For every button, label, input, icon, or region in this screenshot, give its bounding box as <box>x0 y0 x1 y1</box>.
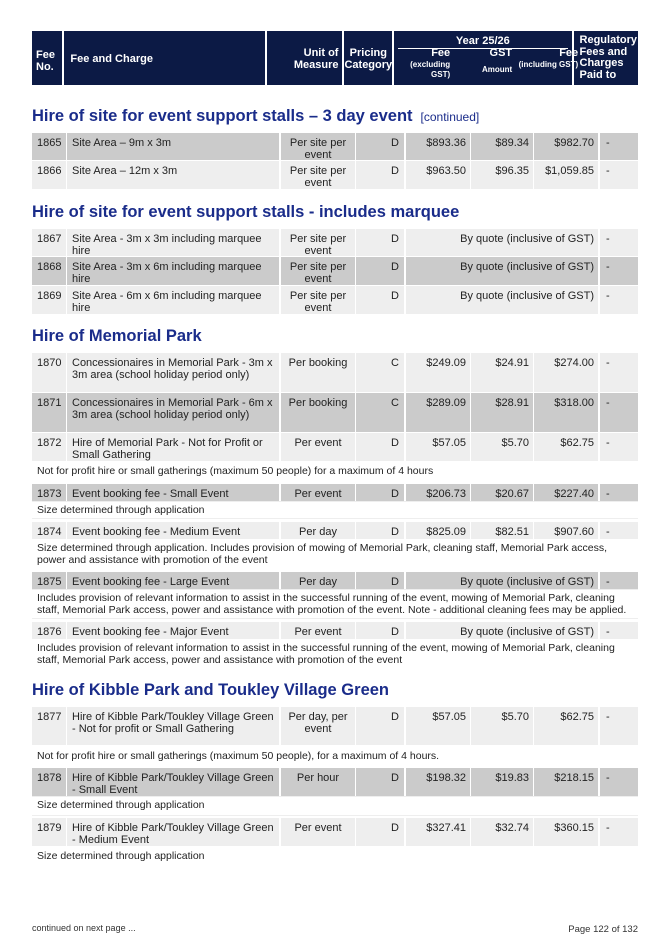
fee-excl-gst: $206.73 <box>406 484 470 501</box>
unit-of-measure: Per event <box>281 484 355 501</box>
header-year-group <box>394 31 579 85</box>
by-quote: By quote (inclusive of GST) <box>406 286 598 314</box>
table-row <box>32 484 638 501</box>
unit-of-measure: Per day, per event <box>281 707 355 745</box>
section-continued: [continued] <box>420 110 480 124</box>
unit-of-measure: Per site per event <box>281 229 355 256</box>
table-row <box>32 622 638 639</box>
table-row <box>32 229 638 256</box>
row-note: Size determined through application <box>37 850 205 862</box>
fee-excl-gst: $893.36 <box>406 133 470 160</box>
fee-excl-gst: $825.09 <box>406 522 470 539</box>
unit-of-measure: Per site per event <box>281 161 355 189</box>
pricing-category: D <box>356 257 404 285</box>
pricing-category: D <box>356 622 404 639</box>
fee-no: 1873 <box>32 484 66 501</box>
pricing-category: D <box>356 572 404 589</box>
regulatory: - <box>600 257 638 285</box>
fee-excl-gst: $289.09 <box>406 393 470 432</box>
fee-name: Site Area – 9m x 3m <box>67 133 279 160</box>
fee-name: Event booking fee - Medium Event <box>67 522 279 539</box>
by-quote: By quote (inclusive of GST) <box>406 572 598 589</box>
table-row <box>32 133 638 160</box>
header-fee-and-charge: Fee and Charge <box>64 31 264 85</box>
fee-no: 1876 <box>32 622 66 639</box>
table-row <box>32 818 638 846</box>
gst-amount: $82.51 <box>471 522 533 539</box>
fee-no: 1875 <box>32 572 66 589</box>
header-fee-ex-sub: (excluding GST) <box>410 60 451 79</box>
row-note: Size determined through application <box>32 501 638 519</box>
fee-incl-gst: $982.70 <box>534 133 598 160</box>
fee-excl-gst: $57.05 <box>406 433 470 461</box>
fee-name: Hire of Kibble Park/Toukley Village Green - Small Event <box>67 768 279 796</box>
fee-no: 1872 <box>32 433 66 461</box>
header-fee-inc: Fee <box>559 47 579 59</box>
fee-incl-gst: $274.00 <box>534 353 598 392</box>
fee-no: 1871 <box>32 393 66 432</box>
fee-incl-gst: $62.75 <box>534 707 598 745</box>
pricing-category: C <box>356 353 404 392</box>
pricing-category: D <box>356 433 404 461</box>
pricing-category: D <box>356 768 404 796</box>
regulatory: - <box>600 286 638 314</box>
fee-name: Site Area - 6m x 6m including marquee hire <box>67 286 279 314</box>
table-row <box>32 433 638 461</box>
unit-of-measure: Per site per event <box>281 133 355 160</box>
regulatory: - <box>600 768 638 796</box>
table-row <box>32 522 638 539</box>
header-year: Year 25/26 <box>455 35 510 47</box>
unit-of-measure: Per day <box>281 522 355 539</box>
unit-of-measure: Per hour <box>281 768 355 796</box>
pricing-category: D <box>356 707 404 745</box>
unit-of-measure: Per event <box>281 622 355 639</box>
table-row <box>32 768 638 796</box>
pricing-category: C <box>356 393 404 432</box>
regulatory: - <box>600 484 638 501</box>
by-quote: By quote (inclusive of GST) <box>406 229 598 256</box>
table-row <box>32 572 638 589</box>
unit-of-measure: Per site per event <box>281 257 355 285</box>
fee-no: 1879 <box>32 818 66 846</box>
table-row <box>32 393 638 432</box>
section-title-kibble-park: Hire of Kibble Park and Toukley Village Green <box>32 681 389 699</box>
fee-no: 1865 <box>32 133 66 160</box>
header-fee-inc-sub: (including GST) <box>518 60 579 69</box>
fee-incl-gst: $360.15 <box>534 818 598 846</box>
gst-amount: $19.83 <box>471 768 533 796</box>
gst-amount: $5.70 <box>471 433 533 461</box>
pricing-category: D <box>356 522 404 539</box>
table-row <box>32 161 638 189</box>
fee-excl-gst: $249.09 <box>406 353 470 392</box>
regulatory: - <box>600 161 638 189</box>
fee-name: Event booking fee - Small Event <box>67 484 279 501</box>
fee-excl-gst: $963.50 <box>406 161 470 189</box>
fee-excl-gst: $327.41 <box>406 818 470 846</box>
regulatory: - <box>600 229 638 256</box>
row-note: Not for profit hire or small gatherings (maximum 50 people), for a maximum of 4 hours. <box>37 750 440 762</box>
regulatory: - <box>600 622 638 639</box>
unit-of-measure: Per site per event <box>281 286 355 314</box>
header-gst-sub: Amount <box>481 65 513 74</box>
fee-no: 1867 <box>32 229 66 256</box>
fee-no: 1877 <box>32 707 66 745</box>
fee-name: Event booking fee - Major Event <box>67 622 279 639</box>
unit-of-measure: Per booking <box>281 353 355 392</box>
row-note: Includes provision of relevant information to assist in the successful running of the event, mowing of Memorial Park, cleaning staff, Memorial Park access, power and assistance with promotion of the event <box>37 642 615 666</box>
pricing-category: D <box>356 818 404 846</box>
gst-amount: $32.74 <box>471 818 533 846</box>
unit-of-measure: Per event <box>281 818 355 846</box>
fee-name: Event booking fee - Large Event <box>67 572 279 589</box>
table-row <box>32 257 638 285</box>
header-gst: GST <box>489 47 513 59</box>
pricing-category: D <box>356 484 404 501</box>
fee-name: Hire of Kibble Park/Toukley Village Green - Medium Event <box>67 818 279 846</box>
unit-of-measure: Per event <box>281 433 355 461</box>
gst-amount: $20.67 <box>471 484 533 501</box>
row-note: Size determined through application <box>32 796 638 816</box>
section-title-marquee: Hire of site for event support stalls - includes marquee <box>32 203 460 221</box>
fee-excl-gst: $57.05 <box>406 707 470 745</box>
regulatory: - <box>600 818 638 846</box>
fee-name: Site Area – 12m x 3m <box>67 161 279 189</box>
fee-no: 1874 <box>32 522 66 539</box>
footer-page-number: Page 122 of 132 <box>568 924 638 935</box>
row-note: Not for profit hire or small gatherings (maximum 50 people) for a maximum of 4 hours <box>37 465 434 477</box>
table-row <box>32 286 638 314</box>
pricing-category: D <box>356 161 404 189</box>
table-header <box>32 31 638 85</box>
regulatory: - <box>600 133 638 160</box>
by-quote: By quote (inclusive of GST) <box>406 622 598 639</box>
gst-amount: $28.91 <box>471 393 533 432</box>
fee-name: Hire of Kibble Park/Toukley Village Green - Not for profit or Small Gathering <box>67 707 279 745</box>
fee-excl-gst: $198.32 <box>406 768 470 796</box>
fee-name: Concessionaires in Memorial Park - 3m x 3m area (school holiday period only) <box>67 353 279 392</box>
fee-no: 1878 <box>32 768 66 796</box>
gst-amount: $96.35 <box>471 161 533 189</box>
pricing-category: D <box>356 286 404 314</box>
regulatory: - <box>600 433 638 461</box>
regulatory: - <box>600 522 638 539</box>
unit-of-measure: Per day <box>281 572 355 589</box>
fee-incl-gst: $218.15 <box>534 768 598 796</box>
regulatory: - <box>600 353 638 392</box>
fee-name: Site Area - 3m x 3m including marquee hire <box>67 229 279 256</box>
fee-no: 1868 <box>32 257 66 285</box>
section-title-text: Hire of site for event support stalls – 3 day event <box>32 107 413 125</box>
footer-continued: continued on next page ... <box>32 923 136 933</box>
regulatory: - <box>600 707 638 745</box>
row-note: Size determined through application. Includes provision of mowing of Memorial Park, cleaning staff, Memorial Park access, power and assistance with promotion of the event <box>37 542 607 566</box>
fee-incl-gst: $1,059.85 <box>534 161 598 189</box>
section-title-3day-event <box>32 107 479 126</box>
regulatory: - <box>600 393 638 432</box>
fee-incl-gst: $907.60 <box>534 522 598 539</box>
by-quote: By quote (inclusive of GST) <box>406 257 598 285</box>
header-fee-no: Fee No. <box>32 31 62 85</box>
fee-name: Hire of Memorial Park - Not for Profit or Small Gathering <box>67 433 279 461</box>
row-note: Includes provision of relevant information to assist in the successful running of the event, mowing of Memorial Park, cleaning staff, Memorial Park access, power and assistance with promotion of the event. Note - additional cleaning fees may be applied. <box>32 589 638 619</box>
header-regulatory: Regulatory Fees and Charges Paid to <box>574 31 638 85</box>
fee-no: 1866 <box>32 161 66 189</box>
regulatory: - <box>600 572 638 589</box>
header-fee-ex: Fee <box>431 47 451 59</box>
fee-no: 1870 <box>32 353 66 392</box>
gst-amount: $89.34 <box>471 133 533 160</box>
header-unit-of-measure: Unit of Measure <box>267 31 343 85</box>
table-row <box>32 353 638 392</box>
fee-incl-gst: $227.40 <box>534 484 598 501</box>
fee-name: Site Area - 3m x 6m including marquee hire <box>67 257 279 285</box>
unit-of-measure: Per booking <box>281 393 355 432</box>
gst-amount: $5.70 <box>471 707 533 745</box>
fee-name: Concessionaires in Memorial Park - 6m x 3m area (school holiday period only) <box>67 393 279 432</box>
section-title-memorial-park: Hire of Memorial Park <box>32 327 202 345</box>
fee-no: 1869 <box>32 286 66 314</box>
table-row <box>32 707 638 745</box>
header-pricing-category: Pricing Category <box>344 31 392 85</box>
gst-amount: $24.91 <box>471 353 533 392</box>
pricing-category: D <box>356 133 404 160</box>
pricing-category: D <box>356 229 404 256</box>
fee-incl-gst: $62.75 <box>534 433 598 461</box>
fee-incl-gst: $318.00 <box>534 393 598 432</box>
